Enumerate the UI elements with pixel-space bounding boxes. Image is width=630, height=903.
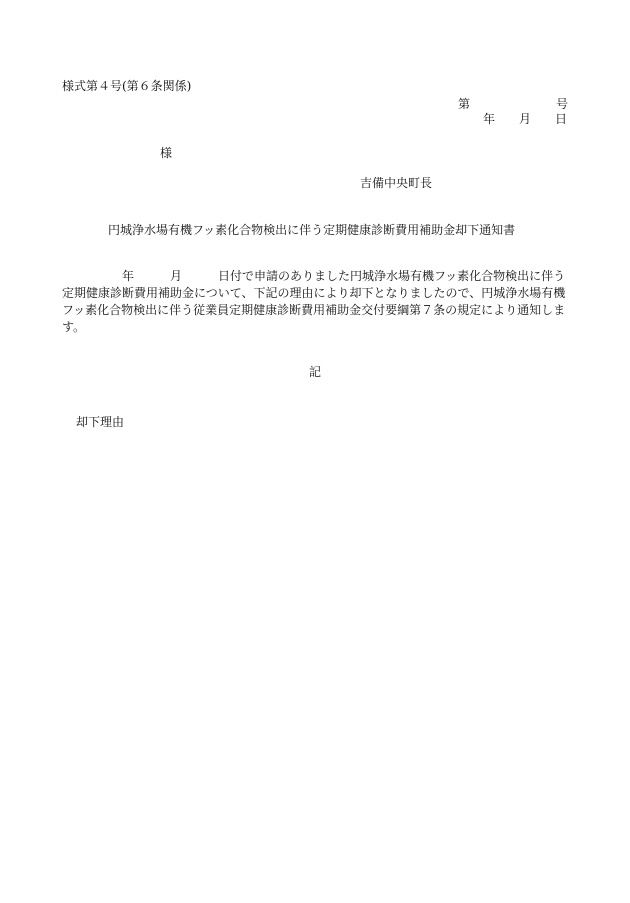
document-title: 円城浄水場有機フッ素化合物検出に伴う定期健康診断費用補助金却下通知書 [108,223,516,237]
date-day-label: 日 [555,112,568,126]
form-identifier: 様式第４号(第６条関係) [62,79,192,93]
date-month-label: 月 [519,112,532,126]
date-year-label: 年 [483,112,496,126]
issuer-name: 吉備中央町長 [360,176,433,190]
ki-heading: 記 [309,365,322,379]
document-number-suffix: 号 [556,97,569,111]
addressee-honorific: 様 [160,146,173,160]
document-number-prefix: 第 [458,97,471,111]
rejection-reason-label: 却下理由 [76,415,125,429]
notice-body: 年 月 日付で申請のありました円城浄水場有機フッ素化合物検出に伴う定期健康診断費用補助金について、下記の理由により却下となりましたので、円城浄水場有機フッ素化合物検出に伴う従業員定期健康診断費用補助金交付要綱第７条の規定により通知します。 [62,269,566,334]
